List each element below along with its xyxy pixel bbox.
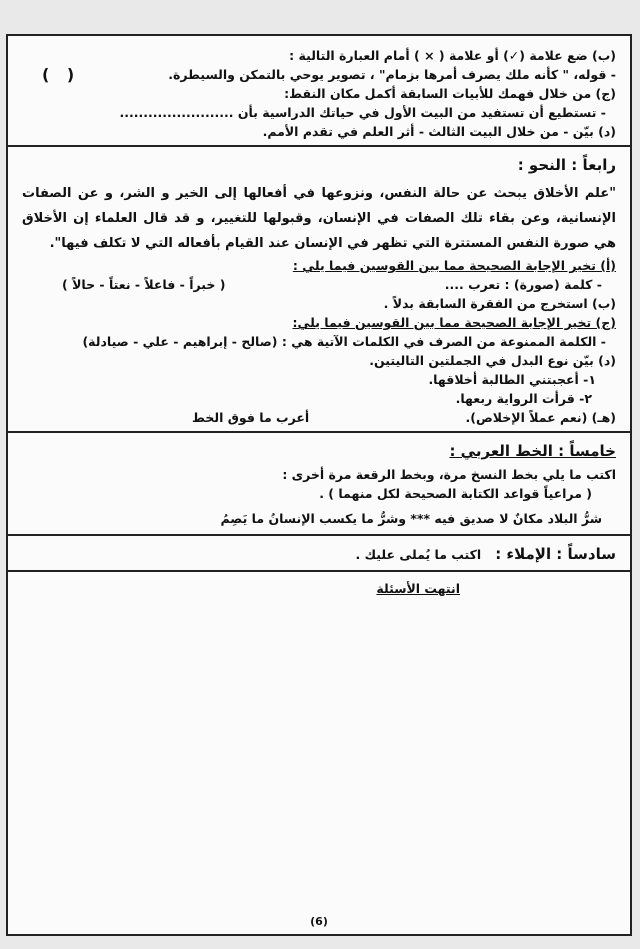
grammar-e-task: أعرب ما فوق الخط: [192, 410, 310, 425]
calligraphy-note: ( مراعياً قواعد الكتابة الصحيحة لكل منهما ) .: [319, 486, 592, 501]
question-c-statement: - تستطيع أن تستفيد من البيت الأول في حياتك الدراسية بأن ........................: [119, 105, 606, 120]
calligraphy-instruction: اكتب ما يلي بخط النسخ مرة، وبخط الرقعة مرة أخرى :: [282, 467, 616, 482]
calligraphy-title: [22, 439, 616, 463]
end-text: انتهت الأسئلة: [376, 581, 460, 596]
grammar-e-item: (هـ) (نعم عملاً الإخلاص).: [465, 410, 616, 425]
grammar-e-row: [22, 408, 616, 427]
grammar-title: رابعاً : النحو :: [517, 156, 616, 174]
grammar-a-item: - كلمة (صورة) : تعرب ....: [444, 277, 602, 292]
question-d-statement: (د) بيّن - من خلال البيت الثالث - أثر العلم في تقدم الأمم.: [262, 124, 616, 139]
divider: [8, 431, 630, 433]
grammar-b-item: (ب) استخرج من الفقرة السابقة بدلاً .: [383, 296, 616, 311]
grammar-c-item: - الكلمة الممنوعة من الصرف في الكلمات الآتية هي : (صالح - إبراهيم - علي - صيادلة): [82, 334, 606, 349]
divider: [8, 570, 630, 572]
end-of-questions: [8, 578, 630, 598]
dictation-section: [8, 542, 630, 566]
dictation-title: سادساً : الإملاء :: [495, 545, 616, 563]
divider: [8, 145, 630, 147]
grammar-d-instruction: (د) بيّن نوع البدل في الجملتين التاليتين.: [369, 353, 616, 368]
divider: [8, 534, 630, 536]
question-c-instruction: (ج) من خلال فهمك للأبيات السابقة أكمل مكان النقط:: [284, 86, 616, 101]
grammar-d-sentence2: ٢- قرأت الرواية ربعها.: [455, 391, 592, 406]
grammar-d-sentence1: ١- أعجبتني الطالبة أخلاقها.: [428, 372, 596, 387]
question-b-instruction: (ب) ضع علامة (✓) أو علامة ( × ) أمام العبارة التالية :: [289, 48, 616, 63]
grammar-a-row: [22, 275, 616, 294]
calligraphy-verse: شرُّ البلاد مكانٌ لا صديق فيه *** وشرُّ ما يكسب الإنسانُ ما يَصِمُ: [220, 511, 602, 526]
grammar-paragraph: "علم الأخلاق يبحث عن حالة النفس، ونزوعها في أفعالها إلى الخير و الشر، و عن الصفات الإنسانية، وعن بقاء تلك الصفات في الإنسان، وقبولها للتغيير، و قد قال العلماء إن الأخلاق هي صورة النفس المستترة التي تظهر في الإنسان عند القيام بأفعاله التي لا تكلف فيها".: [22, 186, 616, 251]
grammar-section: [8, 153, 630, 427]
dictation-row: [22, 542, 616, 566]
question-b-statement: - قوله، " كأنه ملك يصرف أمرها بزمام" ، تصوير يوحي بالتمكن والسيطرة.: [168, 67, 616, 82]
calligraphy-section: [8, 439, 630, 528]
grammar-c-instruction: (ج) تخير الإجابة الصحيحة مما بين القوسين فيما يلي:: [292, 315, 616, 330]
calligraphy-title-text: خامساً : الخط العربي :: [449, 442, 616, 460]
page-number: (6): [310, 915, 328, 928]
answer-bracket[interactable]: ( ): [42, 65, 81, 84]
exam-page: [6, 34, 632, 936]
literature-questions: [8, 36, 630, 141]
grammar-a-instruction: (أ) تخير الإجابة الصحيحة مما بين القوسين فيما يلي :: [292, 258, 616, 273]
dictation-instruction: اكتب ما يُملى عليك .: [355, 546, 482, 562]
grammar-a-options: ( خبراً - فاعلاً - نعتاً - حالاً ): [62, 277, 226, 292]
question-b-row: [22, 65, 616, 84]
